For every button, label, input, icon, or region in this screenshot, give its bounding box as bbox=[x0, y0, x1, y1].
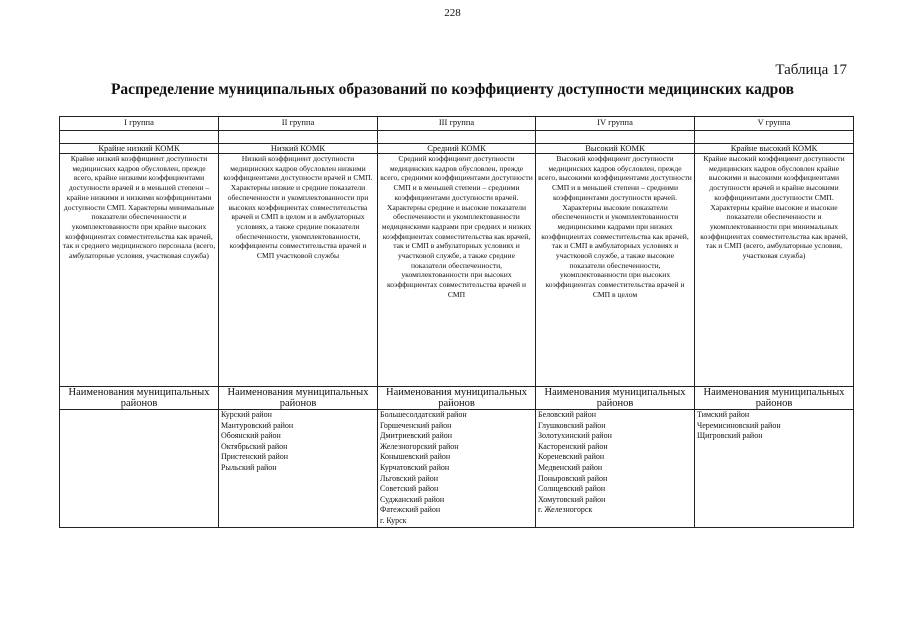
district-name: Курчатовский район bbox=[380, 462, 450, 472]
group-header-row bbox=[60, 117, 854, 131]
districts-row bbox=[60, 410, 854, 528]
description-row bbox=[60, 154, 854, 387]
district-list bbox=[219, 410, 378, 528]
district-name: Дмитриевский район bbox=[380, 431, 453, 441]
district-name: Щигровский район bbox=[697, 431, 763, 441]
district-name: Касторенский район bbox=[538, 441, 608, 451]
district-name: Кореневский район bbox=[538, 452, 605, 462]
district-name: Медвенский район bbox=[538, 462, 603, 472]
komk-label: Крайне низкий КОМК bbox=[60, 144, 219, 154]
municipal-header: Наименования муниципальных районов bbox=[536, 387, 695, 410]
komk-label: Низкий КОМК bbox=[219, 144, 378, 154]
district-name: Горшеченский район bbox=[380, 420, 452, 430]
municipal-header: Наименования муниципальных районов bbox=[219, 387, 378, 410]
empty-cell bbox=[219, 131, 378, 144]
district-name: Конышевский район bbox=[380, 452, 451, 462]
district-name: Рыльский район bbox=[221, 462, 277, 472]
district-name: Фатежский район bbox=[380, 505, 441, 515]
district-list bbox=[378, 410, 536, 528]
district-name: Пристенский район bbox=[221, 452, 289, 462]
komk-label: Высокий КОМК bbox=[536, 144, 695, 154]
komk-label: Крайне высокий КОМК bbox=[695, 144, 854, 154]
empty-cell bbox=[536, 131, 695, 144]
group-description: Крайне высокий коэффициент доступности медицинских кадров обусловлен крайне высокими и высокими коэффициентами доступности врачей и крайне высокими коэффициентами доступности СМП. Характерны крайне высокие и высокие показатели обеспеченности и укомплектованности при минимальных коэффициентах совместительства как врачей, так и СМП (всего, амбулаторные условия, участковая служба) bbox=[695, 154, 854, 387]
district-name: Октябрьский район bbox=[221, 441, 288, 451]
district-name: Обоянский район bbox=[221, 431, 281, 441]
district-list bbox=[695, 410, 854, 528]
group-header: III группа bbox=[378, 117, 536, 131]
district-name: Льговский район bbox=[380, 473, 438, 483]
municipal-header: Наименования муниципальных районов bbox=[378, 387, 536, 410]
komk-row bbox=[60, 144, 854, 154]
district-name: Золотухинский район bbox=[538, 431, 612, 441]
district-name: г. Курск bbox=[380, 515, 407, 525]
district-name: Советский район bbox=[380, 484, 439, 494]
komk-label: Средний КОМК bbox=[378, 144, 536, 154]
district-name: Хомутовский район bbox=[538, 494, 606, 504]
district-name: Большесолдатский район bbox=[380, 410, 467, 419]
empty-cell bbox=[378, 131, 536, 144]
district-name: Глушковский район bbox=[538, 420, 606, 430]
district-list bbox=[536, 410, 695, 528]
municipal-header: Наименования муниципальных районов bbox=[695, 387, 854, 410]
municipal-header-row bbox=[60, 387, 854, 410]
district-name: г. Железногорск bbox=[538, 505, 593, 515]
district-name: Черемисиновский район bbox=[697, 420, 781, 430]
empty-cell bbox=[60, 131, 219, 144]
district-name: Мантуровский район bbox=[221, 420, 294, 430]
empty-cell bbox=[695, 131, 854, 144]
district-name: Курский район bbox=[221, 410, 272, 419]
group-description: Крайне низкий коэффициент доступности медицинских кадров обусловлен, прежде всего, крайне низкими коэффициентами доступности врачей и в меньшей степени – крайне низкими и низкими коэффициентами доступности СМП. Характерны минимальные показатели обеспеченности и укомплектованности при крайне высоких коэффициентах совместительства как врачей, так и среднего медицинского персонала (всего, амбулаторные условия, участковая служба) bbox=[60, 154, 219, 387]
spacer-row bbox=[60, 131, 854, 144]
group-description: Высокий коэффициент доступности медицинских кадров обусловлен, прежде всего, высокими коэффициентами доступности СМП и в меньшей степени – средними коэффициентами доступности врачей. Характерны высокие показатели обеспеченности и укомплектованности медицинскими кадрами при низких коэффициентах совместительства как врачей, так и СМП в амбулаторных условиях и участковой службе, а также высокие показатели обеспеченности, укомплектованности при высоких коэффициентах совместительства врачей и СМП в целом bbox=[536, 154, 695, 387]
group-header: IV группа bbox=[536, 117, 695, 131]
district-name: Железногорский район bbox=[380, 441, 459, 451]
group-description: Средний коэффициент доступности медицинских кадров обусловлен, прежде всего, средними коэффициентами доступности СМП и в меньшей степени – средними коэффициентами доступности врачей. Характерны средние и высокие показатели обеспеченности и укомплектованности медицинскими кадрами при средних и низких коэффициентах совместительства как врачей, так и СМП в амбулаторных условиях и участковой службе, а также средние показатели обеспеченности, укомплектованности при высоких коэффициентах совместительства врачей и СМП bbox=[378, 154, 536, 387]
group-header: V группа bbox=[695, 117, 854, 131]
distribution-table bbox=[59, 116, 854, 528]
document-title: Распределение муниципальных образований по коэффициенту доступности медицинских кадров bbox=[110, 81, 795, 98]
municipal-header: Наименования муниципальных районов bbox=[60, 387, 219, 410]
district-name: Солнцевский район bbox=[538, 484, 606, 494]
group-header: I группа bbox=[60, 117, 219, 131]
page-number: 228 bbox=[444, 7, 461, 19]
district-list bbox=[60, 410, 219, 528]
table-label: Таблица 17 bbox=[775, 62, 847, 78]
group-header: II группа bbox=[219, 117, 378, 131]
district-name: Поныровский район bbox=[538, 473, 608, 483]
district-name: Беловский район bbox=[538, 410, 596, 419]
district-name: Суджанский район bbox=[380, 494, 445, 504]
group-description: Низкий коэффициент доступности медицинских кадров обусловлен низкими коэффициентами доступности врачей и СМП. Характерны низкие и средние показатели обеспеченности и укомплектованности при высоких коэффициентах совместительства врачей и СМП в целом и в амбулаторных условиях, а также средние показатели обеспеченности, укомплектованности, коэффициенты совместительства врачей и СМП участковой службы bbox=[219, 154, 378, 387]
district-name: Тимский район bbox=[697, 410, 750, 419]
